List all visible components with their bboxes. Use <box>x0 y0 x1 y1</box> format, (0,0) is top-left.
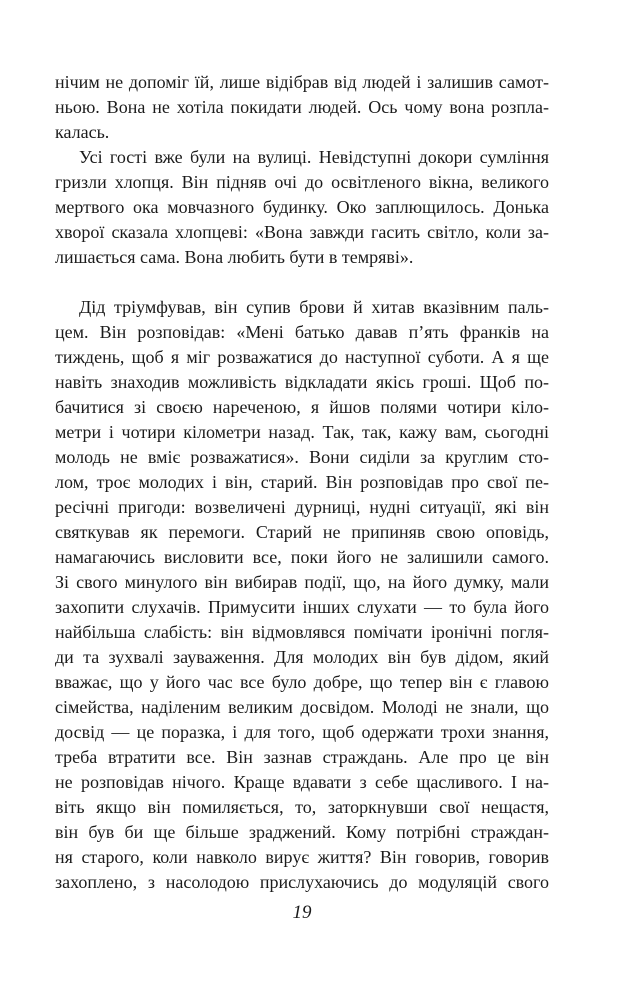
text-line: ня старого, коли навколо вирує життя? Він говорив, говорив <box>55 847 549 867</box>
text-line: він був би ще більше зраджений. Кому потрібні страждан- <box>55 822 549 842</box>
text-line: захопити слухачів. Примусити інших слухати — то була його <box>55 597 549 617</box>
text-line: вважає, що у його час все було добре, що тепер він є главою <box>55 672 549 692</box>
text-line: Зі свого минулого він вибирав події, що, на його думку, мали <box>55 572 549 592</box>
paragraph <box>55 295 549 895</box>
text-line: намагаючись висловити все, поки його не залишили самого. <box>55 547 549 567</box>
text-line: тиждень, щоб я міг розважатися до наступної суботи. А я ще <box>55 347 549 367</box>
text-line: гризли хлопця. Він підняв очі до освітленого вікна, великого <box>55 172 549 192</box>
page-number: 19 <box>292 902 312 923</box>
text-line: Усі гості вже були на вулиці. Невідступні докори сумління <box>79 147 549 167</box>
text-line: ди та зухвалі зауваження. Для молодих він був дідом, який <box>55 647 549 667</box>
text-line: захоплено, з насолодою прислухаючись до модуляцій свого <box>55 872 549 892</box>
text-line: не розповідав нічого. Краще вдавати з себе щасливого. І на- <box>55 772 549 792</box>
text-line: нічим не допоміг їй, лише відібрав від людей і залишив самот- <box>55 72 549 92</box>
text-line: святкував як перемоги. Старий не припиняв свою оповідь, <box>55 522 549 542</box>
text-line: хворої сказала хлопцеві: «Вона завжди гасить світло, коли за- <box>55 222 549 242</box>
paragraph <box>55 145 549 270</box>
text-line: мертвого ока мовчазного будинку. Око заплющилось. Донька <box>55 197 549 217</box>
text-line: калась. <box>55 122 110 142</box>
text-line: лом, троє молодих і він, старий. Він розповідав про свої пе- <box>55 472 549 492</box>
text-line: лишається сама. Вона любить бути в темряві». <box>55 247 414 267</box>
text-line: сімейства, наділеним великим досвідом. Молоді не знали, що <box>55 697 549 717</box>
text-line: ресічні пригоди: возвеличені дурниці, нудні ситуації, які він <box>55 497 549 517</box>
text-line: бачитися зі своєю нареченою, я йшов полями чотири кіло- <box>55 397 549 417</box>
text-line: молодь не вміє розважатися». Вони сиділи за круглим сто- <box>55 447 549 467</box>
text-line: метри і чотири кілометри назад. Так, так, кажу вам, сьогодні <box>55 422 549 442</box>
text-line: Дід тріумфував, він супив брови й хитав вказівним паль- <box>79 297 549 317</box>
text-line: цем. Він розповідав: «Мені батько давав п’ять франків на <box>55 322 549 342</box>
page-text <box>55 70 549 895</box>
text-line: досвід — це поразка, і для того, щоб одержати трохи знання, <box>55 722 549 742</box>
text-line: ньою. Вона не хотіла покидати людей. Ось чому вона розпла- <box>55 97 549 117</box>
text-line: треба втратити все. Він зазнав страждань. Але про це він <box>55 747 549 767</box>
text-line: навіть знаходив можливість відкладати якісь гроші. Щоб по- <box>55 372 549 392</box>
text-line: найбільша слабість: він відмовлявся помічати іронічні погля- <box>55 622 549 642</box>
paragraph <box>55 70 549 145</box>
text-line: віть якщо він помиляється, то, заторкнувши свої нещастя, <box>55 797 549 817</box>
